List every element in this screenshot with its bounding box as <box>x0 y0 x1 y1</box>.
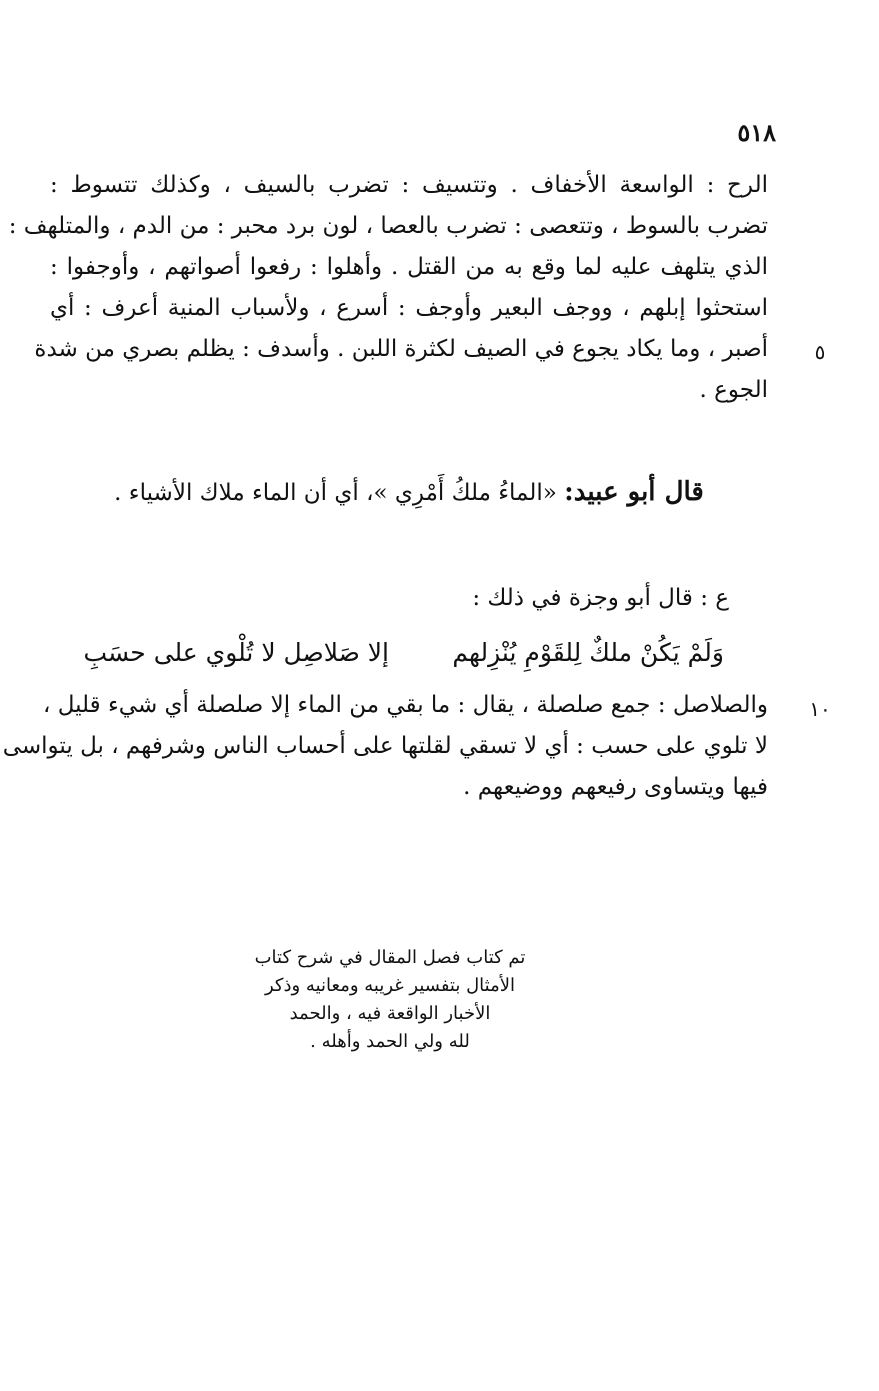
proverb-heading <box>50 475 768 510</box>
text-line: الجوع . <box>699 377 768 403</box>
text-line: تضرب بالسوط ، وتتعصى : تضرب بالعصا ، لون برد محبر : من الدم ، والمتلهف : <box>8 213 768 239</box>
line-number-marker: ٥ <box>814 340 826 364</box>
verse-hemistich-1: وَلَمْ يَكُنْ ملكٌ لِلقَوْمِ يُنْزِلهم <box>452 638 724 667</box>
colophon <box>240 944 540 1056</box>
colophon-line: الأخبار الواقعة فيه ، والحمد <box>289 1003 491 1024</box>
verse-intro: ع : قال أبو وجزة في ذلك : <box>472 585 729 611</box>
page-number: ٥١٨ <box>737 118 776 147</box>
line-number-marker: ١٠ <box>809 697 831 721</box>
text-line: الذي يتلهف عليه لما وقع به من القتل . وأهلوا : رفعوا أصواتهم ، وأوجفوا : <box>50 254 768 280</box>
colophon-line: تم كتاب فصل المقال في شرح كتاب <box>254 947 526 968</box>
text-line: أصبر ، وما يكاد يجوع في الصيف لكثرة اللبن . وأسدف : يظلم بصري من شدة <box>34 336 768 362</box>
text-line: استحثوا إبلهم ، ووجف البعير وأوجف : أسرع ، ولأسباب المنية أعرف : أي <box>50 295 768 321</box>
verse-hemistich-2: إلا صَلاصِل لا تُلْوي على حسَبِ <box>83 638 389 667</box>
text-line: الرح : الواسعة الأخفاف . وتتسيف : تضرب بالسيف ، وكذلك تتسوط : <box>50 172 768 198</box>
heading-text: «الماءُ ملكُ أَمْرِي »، أي أن الماء ملاك الأشياء . <box>114 480 557 506</box>
text-line: فيها ويتساوى رفيعهم ووضيعهم . <box>463 774 768 800</box>
text-line: لا تلوي على حسب : أي لا تسقي لقلتها على أحساب الناس وشرفهم ، بل يتواسى <box>2 733 768 759</box>
colophon-line: الأمثال بتفسير غريبه ومعانيه وذكر <box>265 975 515 996</box>
heading-speaker: قال أبو عبيد: <box>564 477 704 507</box>
colophon-line: لله ولي الحمد وأهله . <box>310 1031 470 1052</box>
text-line: والصلاصل : جمع صلصلة ، يقال : ما بقي من الماء إلا صلصلة أي شيء قليل ، <box>42 692 768 718</box>
